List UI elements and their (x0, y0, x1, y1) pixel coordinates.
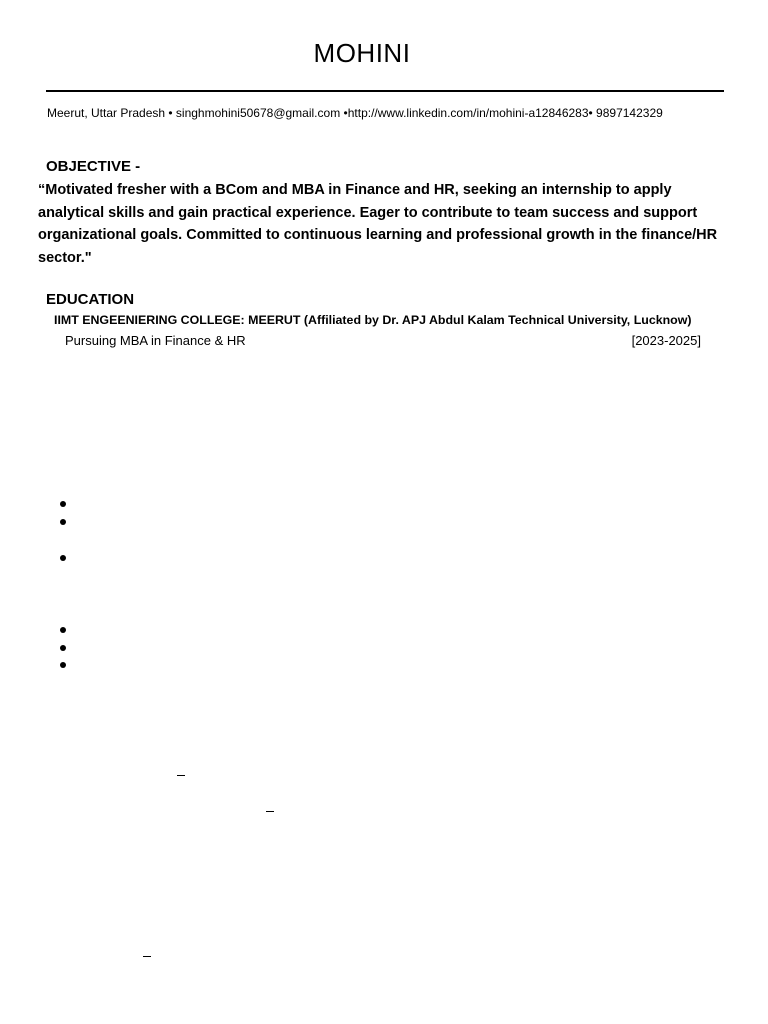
stray-underscore (177, 775, 185, 776)
education-heading: EDUCATION (46, 291, 135, 308)
empty-bullet (60, 555, 66, 561)
contact-line: Meerut, Uttar Pradesh • singhmohini50678@gmail.com •http://www.linkedin.com/in/mohini-a12846283• 9897142329 (47, 106, 663, 120)
candidate-name: MOHINI (313, 38, 411, 68)
stray-underscore (266, 811, 274, 812)
objective-heading: OBJECTIVE - (46, 158, 141, 175)
header-divider (46, 90, 724, 92)
empty-bullet (60, 519, 66, 525)
objective-text: “Motivated fresher with a BCom and MBA in Finance and HR, seeking an internship to apply analytical skills and gain practical experience. Eager to contribute to team success and support organizational goals. Committed to continuous learning and professional growth in the finance/HR sector." (38, 182, 718, 266)
degree-years: [2023-2025] (631, 333, 701, 348)
college-name: IIMT ENGEENIERING COLLEGE: MEERUT (Affiliated by Dr. APJ Abdul Kalam Technical University, Lucknow) (54, 313, 692, 327)
empty-bullet (60, 501, 66, 507)
degree-text: Pursuing MBA in Finance & HR (65, 333, 246, 348)
empty-bullet (60, 627, 66, 633)
stray-underscore (143, 956, 151, 957)
empty-bullet (60, 645, 66, 651)
empty-bullet (60, 662, 66, 668)
